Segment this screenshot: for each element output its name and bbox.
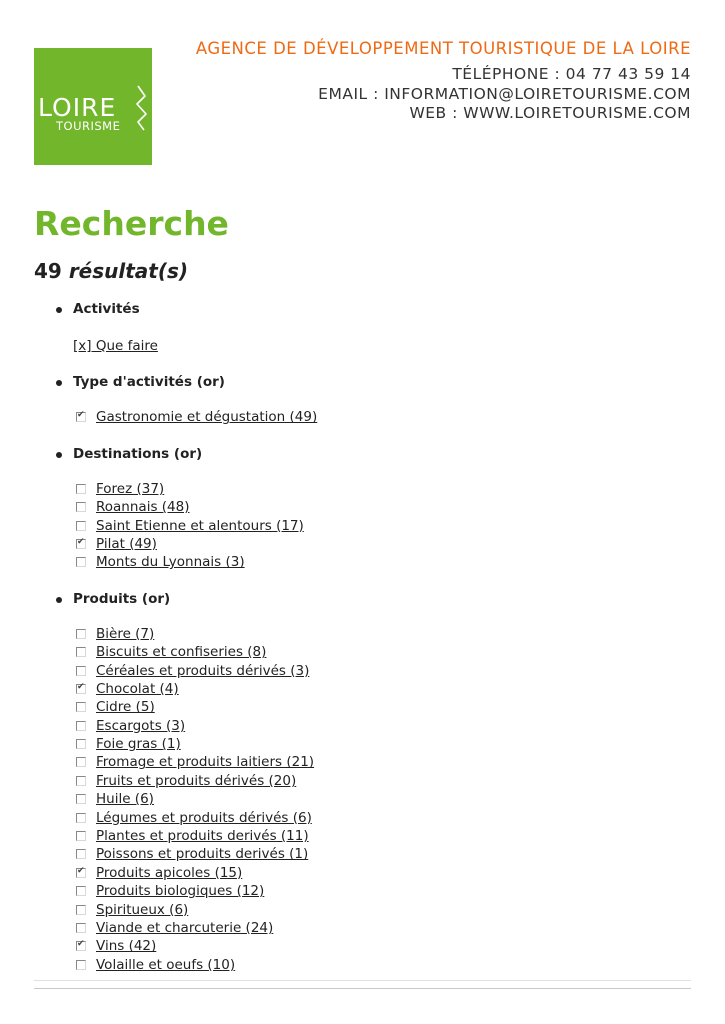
facet-option-link[interactable]: Escargots (3) bbox=[96, 717, 186, 734]
facet-option-link[interactable]: Céréales et produits dérivés (3) bbox=[96, 662, 310, 679]
facet-option-link[interactable]: Produits biologiques (12) bbox=[96, 883, 265, 900]
facet-option bbox=[73, 753, 656, 771]
svg-text:TOURISME: TOURISME bbox=[56, 119, 121, 133]
footer-divider bbox=[34, 980, 691, 981]
checkbox[interactable] bbox=[76, 739, 86, 749]
facet-option bbox=[73, 408, 656, 426]
checkbox[interactable] bbox=[76, 484, 86, 494]
facet-option-link[interactable]: Vins (42) bbox=[96, 938, 157, 955]
facet-option bbox=[73, 643, 656, 661]
facet-option bbox=[73, 625, 656, 643]
checkbox[interactable] bbox=[76, 757, 86, 767]
facet-activites bbox=[56, 300, 656, 355]
checkbox[interactable] bbox=[76, 629, 86, 639]
checkbox[interactable] bbox=[76, 831, 86, 841]
facet-option bbox=[73, 864, 656, 882]
bullet bbox=[56, 597, 62, 603]
checked-checkbox[interactable] bbox=[76, 681, 86, 694]
results-number: 49 bbox=[34, 259, 62, 283]
checkbox[interactable] bbox=[76, 557, 86, 567]
facet-option-link[interactable]: Gastronomie et dégustation (49) bbox=[96, 409, 318, 426]
checkbox[interactable] bbox=[76, 666, 86, 676]
facet-option-link[interactable]: Forez (37) bbox=[96, 480, 165, 497]
check-icon: ✔ bbox=[77, 681, 85, 692]
facet-option-link[interactable]: Plantes et produits derivés (11) bbox=[96, 828, 309, 845]
facet-option-link[interactable]: Huile (6) bbox=[96, 791, 154, 808]
facet-type-activites bbox=[56, 373, 656, 426]
phone: TÉLÉPHONE : 04 77 43 59 14 bbox=[452, 65, 691, 83]
results-label: résultat(s) bbox=[68, 259, 189, 283]
facet-option bbox=[73, 919, 656, 937]
facet-label: Activités bbox=[73, 301, 140, 317]
footer-divider bbox=[34, 988, 691, 989]
facet-option bbox=[73, 809, 656, 827]
checkbox[interactable] bbox=[76, 905, 86, 915]
remove-filter-que-faire-link[interactable]: [x] Que faire bbox=[73, 338, 158, 354]
checkbox[interactable] bbox=[76, 886, 86, 896]
checkbox[interactable] bbox=[76, 776, 86, 786]
facet-option-link[interactable]: Chocolat (4) bbox=[96, 680, 179, 697]
agency-name: AGENCE DE DÉVELOPPEMENT TOURISTIQUE DE LA LOIRE bbox=[195, 39, 691, 58]
checked-checkbox[interactable] bbox=[76, 941, 86, 951]
facet-option-link[interactable]: Fromage et produits laitiers (21) bbox=[96, 754, 315, 771]
search-facets bbox=[56, 300, 656, 992]
svg-text:LOIRE: LOIRE bbox=[38, 93, 117, 122]
check-icon: ✔ bbox=[77, 410, 85, 421]
checkbox[interactable] bbox=[76, 794, 86, 804]
facet-option bbox=[73, 790, 656, 808]
facet-option-link[interactable]: Volaille et oeufs (10) bbox=[96, 956, 236, 973]
facet-option bbox=[73, 882, 656, 900]
checkbox[interactable] bbox=[76, 702, 86, 712]
facet-option-link[interactable]: Légumes et produits dérivés (6) bbox=[96, 809, 312, 826]
facet-option-link[interactable]: Spiritueux (6) bbox=[96, 901, 189, 918]
facet-option bbox=[73, 717, 656, 735]
check-icon: ✔ bbox=[77, 939, 85, 950]
facet-option bbox=[73, 735, 656, 753]
facet-destinations bbox=[56, 445, 656, 572]
facet-option-link[interactable]: Viande et charcuterie (24) bbox=[96, 920, 274, 936]
facet-option-link[interactable]: Saint Etienne et alentours (17) bbox=[96, 517, 304, 534]
agency-contact bbox=[196, 38, 691, 124]
facet-option bbox=[73, 680, 656, 698]
facet-option bbox=[73, 517, 656, 535]
facet-option-link[interactable]: Pilat (49) bbox=[96, 535, 157, 552]
loire-tourisme-logo bbox=[34, 48, 152, 165]
facet-label: Destinations (or) bbox=[73, 445, 203, 462]
page-title: Recherche bbox=[34, 204, 229, 243]
facet-option bbox=[73, 553, 656, 571]
results-count bbox=[34, 257, 188, 285]
checkbox[interactable] bbox=[76, 813, 86, 823]
checkbox[interactable] bbox=[76, 721, 86, 731]
facet-option bbox=[73, 845, 656, 863]
checkbox[interactable] bbox=[76, 502, 86, 512]
facet-option-link[interactable]: Biscuits et confiseries (8) bbox=[96, 644, 267, 661]
facet-option-link[interactable]: Foie gras (1) bbox=[96, 736, 181, 753]
facet-option bbox=[73, 937, 656, 955]
facet-option bbox=[73, 498, 656, 516]
facet-option-link[interactable]: Cidre (5) bbox=[96, 699, 155, 716]
facet-options bbox=[56, 480, 656, 572]
facet-option bbox=[73, 827, 656, 845]
website: WEB : WWW.LOIRETOURISME.COM bbox=[409, 104, 691, 122]
facet-label: Produits (or) bbox=[73, 590, 171, 607]
facet-options bbox=[56, 408, 656, 426]
check-icon: ✔ bbox=[77, 865, 85, 876]
facet-option bbox=[73, 772, 656, 790]
facet-option bbox=[73, 901, 656, 919]
checkbox[interactable] bbox=[76, 521, 86, 531]
facet-options bbox=[56, 625, 656, 974]
facet-option bbox=[73, 662, 656, 680]
facet-option-link[interactable]: Fruits et produits dérivés (20) bbox=[96, 772, 297, 789]
checkbox[interactable] bbox=[76, 923, 86, 933]
checkbox[interactable] bbox=[76, 647, 86, 657]
checked-checkbox[interactable] bbox=[76, 536, 86, 549]
checkbox[interactable] bbox=[76, 849, 86, 859]
bullet bbox=[56, 307, 62, 313]
facet-option-link[interactable]: Produits apicoles (15) bbox=[96, 864, 243, 881]
checked-checkbox[interactable] bbox=[76, 865, 86, 878]
bullet bbox=[56, 452, 62, 458]
facet-option bbox=[73, 698, 656, 716]
facet-option-link[interactable]: Bière (7) bbox=[96, 625, 155, 642]
facet-option bbox=[73, 480, 656, 498]
facet-option bbox=[73, 535, 656, 553]
facet-label: Type d'activités (or) bbox=[73, 374, 225, 391]
facet-option-link[interactable]: Poissons et produits derivés (1) bbox=[96, 846, 309, 863]
checkbox[interactable] bbox=[76, 960, 86, 970]
facet-option bbox=[73, 956, 656, 974]
facet-option-link[interactable]: Roannais (48) bbox=[96, 499, 190, 516]
check-icon: ✔ bbox=[77, 536, 85, 547]
checked-checkbox[interactable] bbox=[76, 412, 86, 422]
facet-option-link[interactable]: Monts du Lyonnais (3) bbox=[96, 554, 245, 571]
facet-produits bbox=[56, 590, 656, 974]
email: EMAIL : INFORMATION@LOIRETOURISME.COM bbox=[318, 84, 691, 103]
